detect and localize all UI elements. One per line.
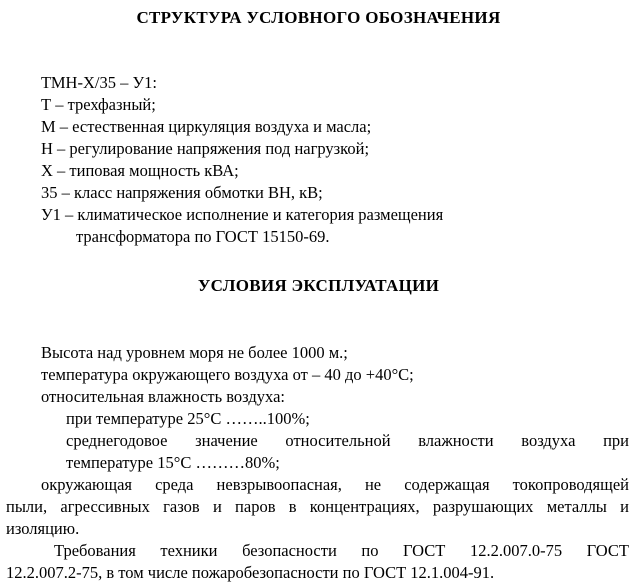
conditions-humidity-avg: среднегодовое значение относительной влажности воздуха при: [66, 431, 629, 450]
structure-item-m: М – естественная циркуляция воздуха и масла;: [41, 117, 372, 136]
structure-item-t: Т – трехфазный;: [41, 95, 156, 114]
structure-designation: ТМН-Х/35 – У1:: [41, 73, 157, 92]
structure-item-u1-continued: трансформатора по ГОСТ 15150-69.: [76, 227, 330, 246]
conditions-environment-end: изоляцию.: [6, 519, 80, 538]
structure-item-u1: У1 – климатическое исполнение и категория размещения: [41, 205, 444, 224]
structure-item-35: 35 – класс напряжения обмотки ВН, кВ;: [41, 183, 323, 202]
conditions-humidity-25: при температуре 25°С ……..100%;: [66, 409, 310, 428]
conditions-environment-continued: пыли, агрессивных газов и паров в концентрациях, разрушающих металлы и: [6, 497, 629, 516]
structure-heading: СТРУКТУРА УСЛОВНОГО ОБОЗНАЧЕНИЯ: [136, 8, 501, 27]
conditions-environment: окружающая среда невзрывоопасная, не содержащая токопроводящей: [41, 475, 629, 494]
structure-item-n: Н – регулирование напряжения под нагрузкой;: [41, 139, 370, 158]
conditions-temperature: температура окружающего воздуха от – 40 до +40°С;: [41, 365, 414, 384]
conditions-altitude: Высота над уровнем моря не более 1000 м.;: [41, 343, 348, 362]
conditions-safety-continued: 12.2.007.2-75, в том числе пожаробезопасности по ГОСТ 12.1.004-91.: [6, 563, 495, 582]
structure-item-x: Х – типовая мощность кВА;: [41, 161, 239, 180]
conditions-heading: УСЛОВИЯ ЭКСПЛУАТАЦИИ: [197, 276, 440, 295]
conditions-humidity-avg-continued: температуре 15°С ………80%;: [66, 453, 280, 472]
conditions-safety: Требования техники безопасности по ГОСТ 12.2.007.0-75 ГОСТ: [54, 541, 629, 560]
conditions-humidity-label: относительная влажность воздуха:: [41, 387, 285, 406]
